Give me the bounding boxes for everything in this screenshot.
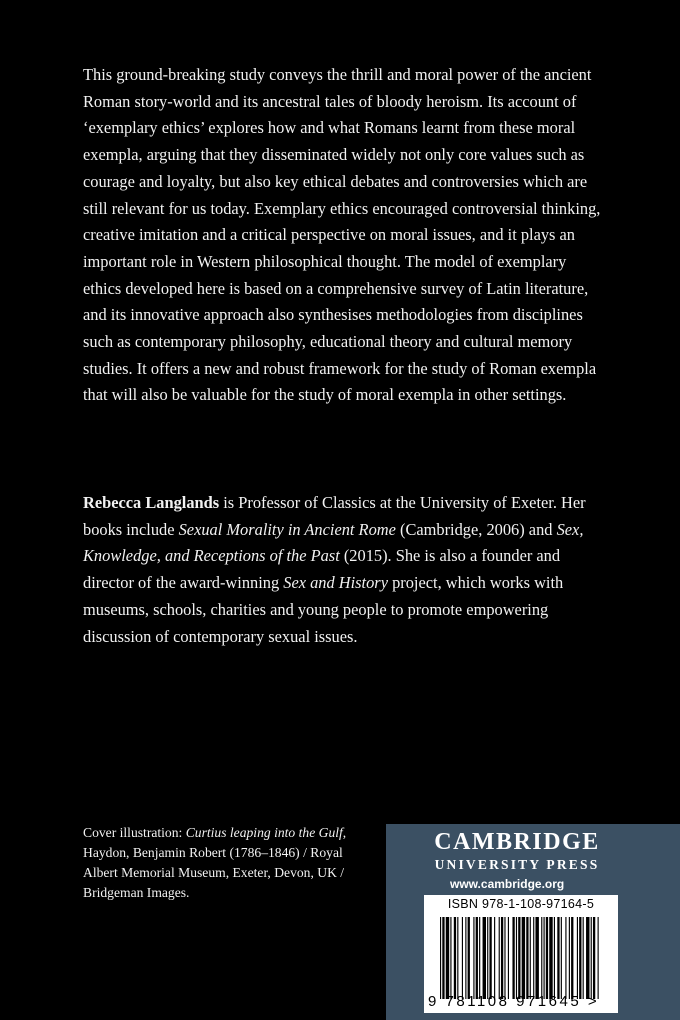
book-title-2: Sex, Knowledge, and Receptions of the Past bbox=[83, 519, 584, 566]
barcode-bars bbox=[440, 917, 602, 999]
bio-text-4: project, which works with museums, schools, charities and young people to promote empowering discussion of contemporary sexual issues. bbox=[83, 573, 564, 646]
cover-credit bbox=[83, 823, 373, 903]
book-title-1: Sexual Morality in Ancient Rome bbox=[178, 519, 396, 539]
publisher-press: UNIVERSITY PRESS bbox=[434, 857, 600, 872]
bio-text-1: is Professor of Classics at the University of Exeter. Her books include bbox=[83, 493, 586, 539]
credit-rest: , Haydon, Benjamin Robert (1786–1846) / Royal Albert Memorial Museum, Exeter, Devon, UK / Bridgeman Images. bbox=[83, 825, 347, 900]
project-name: Sex and History bbox=[283, 573, 388, 593]
barcode bbox=[424, 895, 618, 1013]
barcode-digits: 9 781108 971645 > bbox=[428, 993, 600, 1010]
bio-text-3: (2015). She is also a founder and director of the award-winning bbox=[83, 546, 561, 593]
bio-text-2: (Cambridge, 2006) and bbox=[395, 519, 557, 539]
author-bio bbox=[83, 490, 603, 650]
publisher-url: www.cambridge.org bbox=[450, 877, 565, 891]
credit-prefix: Cover illustration: bbox=[83, 825, 186, 840]
publisher-name: CAMBRIDGE bbox=[434, 829, 600, 855]
author-name: Rebecca Langlands bbox=[83, 493, 220, 512]
publisher-panel bbox=[386, 824, 680, 1020]
isbn-label: ISBN 978-1-108-97164-5 bbox=[447, 897, 595, 911]
illustration-title: Curtius leaping into the Gulf bbox=[185, 825, 343, 840]
book-description: This ground-breaking study conveys the thrill and moral power of the ancient Roman story-world and its ancestral tales of bloody heroism. Its account of ‘exemplary ethics’ explores how and what Romans learnt from these moral exempla, arguing that they disseminated widely not only core values such as courage and loyalty, but also key ethical debates and controversies which are still relevant for us today. Exemplary ethics encouraged controversial thinking, creative imitation and a critical perspective on moral issues, and it plays an important role in Western philosophical thought. The model of exemplary ethics developed here is based on a comprehensive survey of Latin literature, and its innovative approach also synthesises methodologies from disciplines such as contemporary philosophy, educational theory and cultural memory studies. It offers a new and robust framework for the study of Roman exempla that will also be valuable for the study of moral exempla in other settings. bbox=[83, 65, 601, 405]
